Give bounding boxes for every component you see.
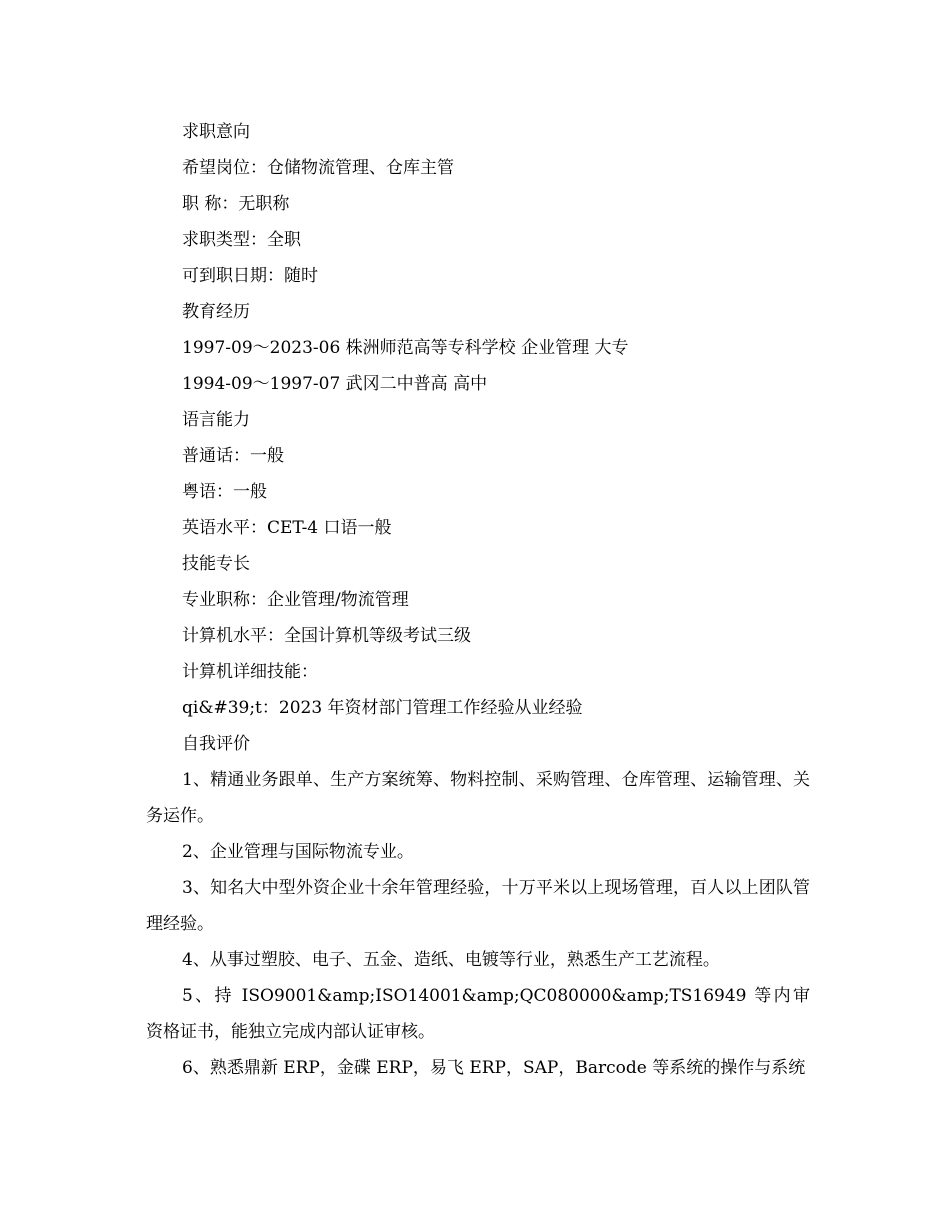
section-heading-language: 语言能力 <box>182 410 250 430</box>
section-heading-skills: 技能专长 <box>182 554 250 574</box>
education-entry-college: 1997-09～2023-06 株洲师范高等专科学校 企业管理 大专 <box>182 338 629 358</box>
resume-content <box>146 114 810 1086</box>
section-heading-self-evaluation: 自我评价 <box>182 734 250 754</box>
section-heading-job-intention: 求职意向 <box>182 122 250 142</box>
desired-position: 希望岗位：仓储物流管理、仓库主管 <box>182 158 454 178</box>
language-mandarin: 普通话：一般 <box>182 446 284 466</box>
self-evaluation-item-5: 5、持 ISO9001&amp;ISO14001&amp;QC080000&amp;TS16949 等内审资格证书，能独立完成内部认证审核。 <box>146 986 810 1042</box>
skill-experience: qi&#39;t：2023 年资材部门管理工作经验从业经验 <box>182 698 583 718</box>
language-cantonese: 粤语：一般 <box>182 482 267 502</box>
skill-computer-details: 计算机详细技能： <box>182 662 318 682</box>
language-english: 英语水平：CET-4 口语一般 <box>182 518 392 538</box>
self-evaluation-item-4: 4、从事过塑胶、电子、五金、造纸、电镀等行业，熟悉生产工艺流程。 <box>182 950 720 970</box>
education-entry-highschool: 1994-09～1997-07 武冈二中普高 高中 <box>182 374 488 394</box>
skill-computer-level: 计算机水平：全国计算机等级考试三级 <box>182 626 471 646</box>
self-evaluation-item-6: 6、熟悉鼎新 ERP，金碟 ERP，易飞 ERP，SAP，Barcode 等系统的操作与系统 <box>182 1058 806 1078</box>
self-evaluation-item-2: 2、企业管理与国际物流专业。 <box>182 842 414 862</box>
section-heading-education: 教育经历 <box>182 302 250 322</box>
available-date: 可到职日期：随时 <box>182 266 318 286</box>
job-type: 求职类型：全职 <box>182 230 301 250</box>
self-evaluation-item-3: 3、知名大中型外资企业十余年管理经验，十万平米以上现场管理，百人以上团队管理经验。 <box>146 878 810 934</box>
self-evaluation-item-1: 1、精通业务跟单、生产方案统筹、物料控制、采购管理、仓库管理、运输管理、关务运作。 <box>146 770 810 826</box>
professional-title: 职 称：无职称 <box>182 194 290 214</box>
skill-professional-title: 专业职称：企业管理/物流管理 <box>182 590 409 610</box>
